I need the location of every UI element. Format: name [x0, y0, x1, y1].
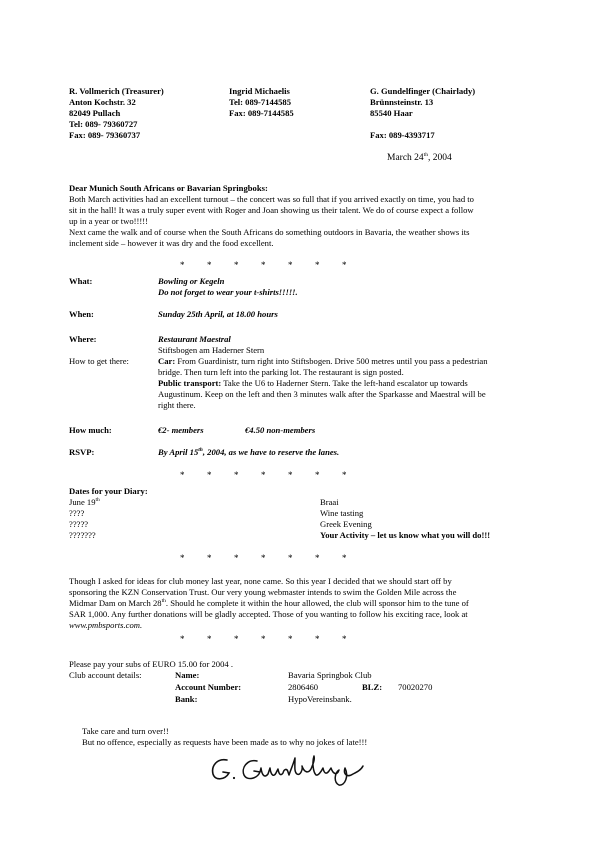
kzn-line: sponsoring the KZN Conservation Trust. Our very young webmaster intends to swim the Golden Mile across the: [69, 587, 457, 597]
rsvp-label: RSVP:: [69, 447, 95, 457]
date-sup: th: [423, 151, 428, 158]
account-number-label: Account Number:: [175, 682, 242, 692]
signature: [205, 752, 370, 790]
when-value: Sunday 25th April, at 18.00 hours: [158, 309, 278, 319]
rsvp-sup: th: [198, 447, 203, 454]
intro-line: Next came the walk and of course when the South Africans do something outdoors in Bavaria, the weather shows its: [69, 227, 470, 237]
car-label: Car:: [158, 356, 176, 366]
much-label: How much:: [69, 425, 112, 435]
pt-text: Take the U6 to Haderner Stern. Take the left-hand escalator up towards: [221, 378, 468, 388]
member-fax: Fax: 089-7144585: [229, 108, 294, 118]
bank-name: HypoVereinsbank.: [288, 694, 352, 704]
kzn-text: . Should he complete it within the hour allowed, the club will sponsor him to the tune of: [165, 598, 469, 608]
diary-date-text: June 19: [69, 497, 96, 507]
member-title: Ingrid Michaelis: [229, 86, 290, 96]
kzn-line: SAR 1,000. Any further donations will be gladly accepted. Those of you wanting to follow his exciting race, look at: [69, 609, 468, 619]
star-divider: * * * * * * *: [180, 470, 347, 480]
pt-text-3: right there.: [158, 400, 196, 410]
pt-text-2: Augustinum. Keep on the left and then 3 minutes walk after the Sparkasse and Maestral will be: [158, 389, 486, 399]
letter-date: [387, 153, 452, 164]
account-details-label: Club account details:: [69, 670, 142, 680]
what-value: Bowling or Kegeln: [158, 276, 225, 286]
treasurer-city: 82049 Pullach: [69, 108, 121, 118]
greeting: Dear Munich South Africans or Bavarian Springboks:: [69, 183, 268, 193]
diary-event: Wine tasting: [320, 508, 364, 518]
rsvp-post: , 2004, as we have to reserve the lanes.: [202, 447, 340, 457]
closing-line: But no offence, especially as requests have been made as to why no jokes of late!!!: [82, 737, 368, 747]
treasurer-title: R. Vollmerich (Treasurer): [69, 86, 164, 96]
account-number: 2806460: [288, 682, 319, 692]
rsvp-pre: By April 15: [158, 447, 199, 457]
where-label: Where:: [69, 334, 97, 344]
chair-fax: Fax: 089-4393717: [370, 130, 435, 140]
date-year: , 2004: [427, 153, 452, 163]
member-tel: Tel: 089-7144585: [229, 97, 291, 107]
diary-date: [69, 497, 100, 508]
diary-heading: Dates for your Diary:: [69, 486, 148, 496]
bank-label: Bank:: [175, 694, 198, 704]
intro-line: Both March activities had an excellent turnout – the concert was so full that if you arrived exactly on time, you had to: [69, 194, 474, 204]
what-label: What:: [69, 276, 93, 286]
date-day: March 24: [387, 153, 424, 163]
kzn-text: Midmar Dam on March 28: [69, 598, 162, 608]
treasurer-tel: Tel: 089- 79360727: [69, 119, 138, 129]
price-non-members: €4.50 non-members: [245, 425, 316, 435]
car-text-2: bridge. Then turn left into the parking lot. The restaurant is sign posted.: [158, 367, 404, 377]
pt-directions: [158, 378, 468, 389]
diary-event: Braai: [320, 497, 339, 507]
when-label: When:: [69, 309, 94, 319]
how-label: How to get there:: [69, 356, 129, 366]
subs-line: Please pay your subs of EURO 15.00 for 2004 .: [69, 659, 233, 669]
treasurer-fax: Fax: 089- 79360737: [69, 130, 141, 140]
price-members: €2- members: [158, 425, 204, 435]
diary-date: ???????: [69, 530, 96, 540]
car-directions: [158, 356, 488, 367]
car-text: From Guardinistr, turn right into Stiftsbogen. Drive 500 metres until you pass a pedestrian: [175, 356, 488, 366]
blz-label: BLZ:: [362, 682, 383, 692]
intro-line: up in a year or two!!!!!: [69, 216, 148, 226]
star-divider: * * * * * * *: [180, 260, 347, 270]
chair-street: Brünnsteinstr. 13: [370, 97, 434, 107]
account-name-label: Name:: [175, 670, 200, 680]
kzn-sup: th: [161, 598, 166, 605]
kzn-line: [69, 598, 469, 609]
kzn-line: Though I asked for ideas for club money last year, none came. So this year I decided that we should start off by: [69, 576, 452, 586]
account-name: Bavaria Springbok Club: [288, 670, 372, 680]
where-address: Stiftsbogen am Haderner Stern: [158, 345, 265, 355]
diary-date: ????: [69, 508, 85, 518]
intro-line: sit in the hall! It was a truly super event with Roger and Joan showing us their talent. We do of course expect a follow: [69, 205, 474, 215]
diary-event: Greek Evening: [320, 519, 372, 529]
star-divider: * * * * * * *: [180, 634, 347, 644]
blz-number: 70020270: [398, 682, 433, 692]
chair-city: 85540 Haar: [370, 108, 413, 118]
star-divider: * * * * * * *: [180, 553, 347, 563]
rsvp-value: [158, 447, 339, 458]
chair-title: G. Gundelfinger (Chairlady): [370, 86, 476, 96]
intro-line: inclement side – however it was dry and the food excellent.: [69, 238, 274, 248]
pt-label: Public transport:: [158, 378, 222, 388]
website-link[interactable]: www.pmbsports.com.: [69, 620, 143, 630]
what-note: Do not forget to wear your t-shirts!!!!!.: [158, 287, 298, 297]
diary-date-sup: th: [95, 497, 100, 504]
treasurer-street: Anton Kochstr. 32: [69, 97, 136, 107]
where-venue: Restaurant Maestral: [158, 334, 231, 344]
diary-date: ?????: [69, 519, 89, 529]
diary-event: Your Activity – let us know what you will do!!!: [320, 530, 491, 540]
closing-line: Take care and turn over!!: [82, 726, 169, 736]
